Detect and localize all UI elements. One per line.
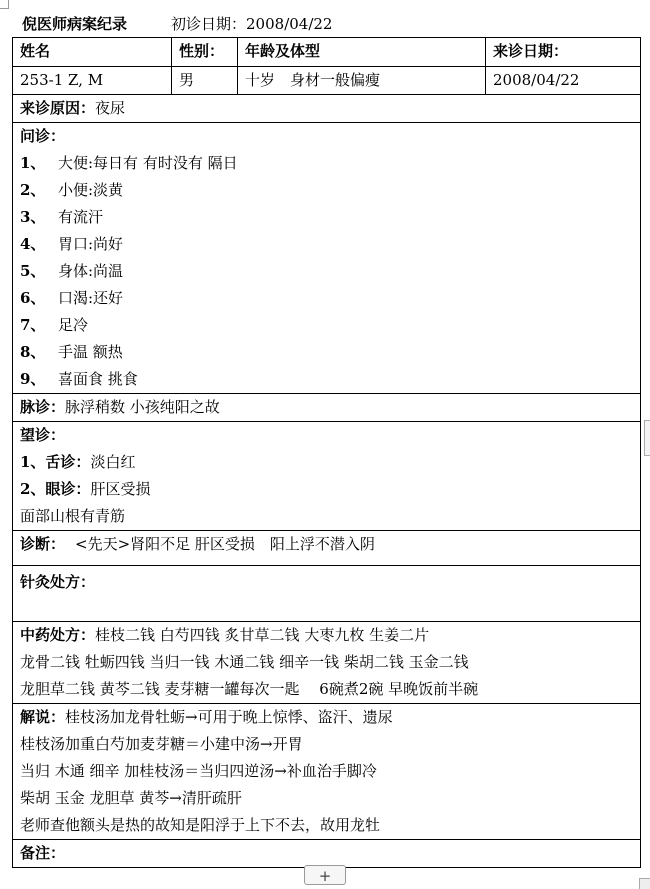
observation-label: 望诊：	[20, 426, 66, 444]
name-value: 253-1 Z, M	[13, 67, 172, 95]
inquiry-item: 8、 手温 额热	[20, 343, 123, 361]
herbal-line-3: 龙胆草二钱 黄芩二钱 麦芽糖一罐每次一匙 6碗煮2碗 早晚饭前半碗	[20, 680, 479, 698]
doc-title: 倪医师病案纪录	[22, 15, 128, 33]
document-header	[22, 13, 332, 34]
observation-cell	[13, 422, 641, 531]
visit-date-value: 2008/04/22	[486, 67, 641, 95]
explanation-line-4: 柴胡 玉金 龙胆草 黄芩→清肝疏肝	[20, 789, 242, 807]
herbal-line-2: 龙骨二钱 牡蛎四钱 当归一钱 木通二钱 细辛一钱 柴胡二钱 玉金二钱	[20, 653, 469, 671]
reason-label: 来诊原因：	[20, 99, 96, 117]
pulse-label: 脉诊：	[20, 398, 66, 416]
tongue-value: 淡白红	[90, 453, 136, 471]
acupuncture-label: 针灸处方：	[20, 573, 96, 591]
inquiry-item: 9、 喜面食 挑食	[20, 370, 138, 388]
observation-row	[13, 422, 641, 531]
inquiry-item: 6、 口渴:还好	[20, 289, 124, 307]
reason-cell	[13, 95, 641, 123]
explanation-line-5: 老师查他额头是热的故知是阳浮于上下不去，故用龙牡	[20, 816, 381, 834]
info-header-row	[13, 38, 641, 67]
herbal-cell	[13, 622, 641, 704]
inquiry-label: 问诊：	[20, 127, 66, 145]
pulse-value: 脉浮稍数 小孩纯阳之故	[65, 398, 220, 416]
inquiry-row	[13, 123, 641, 394]
gender-value: 男	[172, 67, 238, 95]
pulse-cell	[13, 394, 641, 422]
inquiry-item: 1、 大便:每日有 有时没有 隔日	[20, 154, 238, 172]
explanation-line-1: 解说：桂枝汤加龙骨牡蛎→可用于晚上惊悸、盗汗、遗尿	[20, 708, 393, 726]
inquiry-item: 4、 胃口:尚好	[20, 235, 124, 253]
diagnosis-label: 诊断：	[20, 535, 66, 553]
first-visit-date: 初诊日期：2008/04/22	[171, 15, 333, 33]
add-page-button[interactable]: +	[304, 865, 346, 885]
eye-label: 2、眼诊：	[20, 480, 91, 498]
tongue-label: 1、舌诊：	[20, 453, 91, 471]
herbal-line-1: 中药处方：桂枝二钱 白芍四钱 炙甘草二钱 大枣九枚 生姜二片	[20, 626, 430, 644]
visit-date-header: 来诊日期：	[486, 38, 641, 67]
herbal-label: 中药处方：	[20, 626, 96, 644]
explanation-label: 解说：	[20, 708, 66, 726]
age-build-value: 十岁 身材一般偏瘦	[238, 67, 486, 95]
herbal-row	[13, 622, 641, 704]
explanation-line-2: 桂枝汤加重白芍加麦芽糖＝小建中汤→开胃	[20, 735, 303, 753]
age-build-header: 年龄及体型	[238, 38, 486, 67]
page-corner-mark	[0, 0, 9, 9]
resize-corner[interactable]	[639, 878, 650, 889]
inquiry-item: 3、 有流汗	[20, 208, 104, 226]
inquiry-item: 2、 小便:淡黄	[20, 181, 124, 199]
explanation-cell	[13, 704, 641, 840]
name-header: 姓名	[13, 38, 172, 67]
reason-row	[13, 95, 641, 123]
diagnosis-value: <先天>肾阳不足 肝区受损 阳上浮不潜入阴	[75, 535, 375, 553]
notes-label: 备注：	[20, 844, 66, 862]
inquiry-cell	[13, 123, 641, 394]
explanation-line-3: 当归 木通 细辛 加桂枝汤＝当归四逆汤→补血治手脚冷	[20, 762, 377, 780]
gender-header: 性别：	[172, 38, 238, 67]
inquiry-item: 7、 足冷	[20, 316, 89, 334]
eye-line	[20, 476, 633, 503]
acupuncture-cell	[13, 566, 641, 622]
eye-value: 肝区受损	[90, 480, 151, 498]
notes-row	[13, 840, 641, 868]
diagnosis-cell	[13, 531, 641, 566]
tongue-line	[20, 449, 633, 476]
explanation-row	[13, 704, 641, 840]
diagnosis-row	[13, 531, 641, 566]
acupuncture-row	[13, 566, 641, 622]
side-scroll-tab[interactable]	[644, 420, 650, 456]
notes-cell	[13, 840, 641, 868]
info-value-row	[13, 67, 641, 95]
medical-record-table	[12, 37, 641, 868]
observation-note: 面部山根有青筋	[20, 507, 126, 525]
pulse-row	[13, 394, 641, 422]
inquiry-item: 5、 身体:尚温	[20, 262, 124, 280]
reason-value: 夜尿	[95, 99, 126, 117]
